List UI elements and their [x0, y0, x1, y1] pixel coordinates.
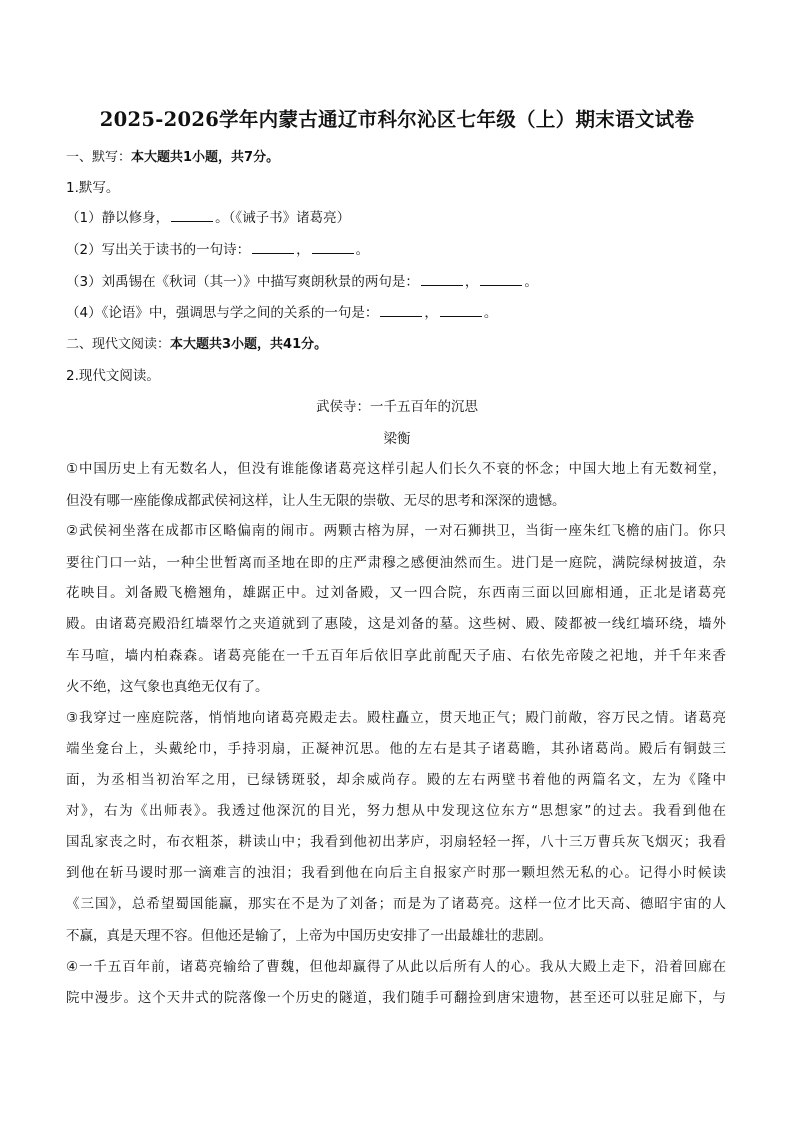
article-line: 《三国》，总希望蜀国能赢，那实在不是为了刘备；而是为了诸葛亮。这样一位才比天高、德昭宇宙的人 — [66, 896, 726, 912]
question-1-stem: 1.默写。 — [66, 180, 120, 196]
item-4-suffix: 。 — [483, 305, 498, 321]
exam-title: 2025-2026学年内蒙古通辽市科尔沁区七年级（上）期末语文试卷 — [99, 108, 695, 131]
article-author: 梁衡 — [383, 431, 411, 447]
article-line: 国乱家丧之时，布衣粗茶，耕读山中；我看到他初出茅庐，羽扇轻轻一挥，八十三万曹兵灰飞烟灭；我看 — [66, 834, 726, 850]
article-line: 院中漫步。这个天井式的院落像一个历史的隧道，我们随手可翻捡到唐宋遗物，甚至还可以驻足廊下，与 — [66, 990, 726, 1006]
article-line: 对》，右为《出师表》。我透过他深沉的目光，努力想从中发现这位东方“思想家”的过去。我看到他在 — [66, 803, 726, 819]
section-2-info: 本大题共3小题，共41分。 — [170, 337, 328, 352]
question-1-item-3 — [66, 270, 538, 290]
item-3-suffix: 。 — [524, 274, 538, 290]
answer-blank[interactable] — [380, 305, 422, 317]
answer-blank[interactable] — [312, 242, 354, 254]
article-line: ④一千五百年前，诸葛亮输给了曹魏，但他却赢得了从此以后所有人的心。我从大殿上走下，沿着回廊在 — [66, 959, 726, 975]
section-1-info: 本大题共1小题，共7分。 — [131, 150, 280, 165]
section-1-label: 一、默写： — [66, 150, 132, 165]
article-line: 要往门口一站，一种尘世暂离而圣地在即的庄严肃穆之感便油然而生。进门是一庭院，满院绿树披道，杂 — [66, 555, 726, 571]
article-line: 花映目。刘备殿飞檐翘角，雄踞正中。过刘备殿，又一四合院，东西南三面以回廊相通，正北是诸葛亮 — [66, 585, 726, 601]
item-4-separator: ， — [424, 305, 438, 321]
section-1-heading — [66, 146, 279, 165]
answer-blank[interactable] — [421, 274, 463, 286]
item-2-prefix: （2）写出关于读书的一句诗： — [66, 242, 251, 258]
question-2-stem: 2.现代文阅读。 — [66, 368, 160, 384]
article-line: 殿。由诸葛亮殿沿红墙翠竹之夹道就到了惠陵，这是刘备的墓。这些树、殿、陵都被一线红墙环绕，墙外 — [66, 616, 726, 632]
answer-blank[interactable] — [440, 305, 482, 317]
article-line: 面，为丞相当初治军之用，已绿锈斑驳，却余威尚存。殿的左右两壁书着他的两篇名文，左为《隆中 — [66, 772, 726, 788]
section-2-heading — [66, 333, 327, 352]
article-line: 但没有哪一座能像成都武侯祠这样，让人生无限的崇敬、无尽的思考和深深的遗憾。 — [66, 493, 566, 509]
article-line: ①中国历史上有无数名人，但没有谁能像诸葛亮这样引起人们长久不衰的怀念；中国大地上有无数祠堂， — [66, 461, 726, 477]
question-1-item-1 — [66, 206, 350, 226]
article-line: 火不绝，这气象也真绝无仅有了。 — [66, 679, 269, 695]
item-3-prefix: （3）刘禹锡在《秋词（其一）》中描写爽朗秋景的两句是： — [66, 274, 419, 290]
section-2-label: 二、现代文阅读： — [66, 337, 171, 352]
item-1-prefix: （1）静以修身， — [66, 210, 170, 226]
item-4-prefix: （4）《论语》中，强调思与学之间的关系的一句是： — [66, 305, 379, 321]
item-1-suffix: 。（《诫子书》诸葛亮） — [215, 210, 351, 226]
article-line: 到他在斩马谡时那一滴难言的浊泪；我看到他在向后主自报家产时那一颗坦然无私的心。记得小时候读 — [66, 865, 726, 881]
article-line: 端坐龛台上，头戴纶巾，手持羽扇，正凝神沉思。他的左右是其子诸葛瞻，其孙诸葛尚。殿后有铜鼓三 — [66, 741, 726, 757]
item-3-separator: ， — [464, 274, 479, 290]
question-1-item-2 — [66, 238, 369, 258]
answer-blank[interactable] — [171, 210, 213, 222]
answer-blank[interactable] — [252, 242, 294, 254]
answer-blank[interactable] — [480, 274, 522, 286]
article-line: 车马喧，墙内柏森森。诸葛亮能在一千五百年后依旧享此前配天子庙、右依先帝陵之祀地，并千年来香 — [66, 648, 726, 664]
article-line: 不赢，真是天理不容。但他还是输了，上帝为中国历史安排了一出最雄壮的悲剧。 — [66, 928, 552, 944]
article-line: ②武侯祠坐落在成都市区略偏南的闹市。两颗古榕为屏，一对石狮拱卫，当街一座朱红飞檐的庙门。你只 — [66, 523, 726, 539]
item-2-separator: ， — [296, 242, 310, 258]
article-title: 武侯寺：一千五百年的沉思 — [316, 399, 478, 415]
item-2-suffix: 。 — [355, 242, 370, 258]
article-line: ③我穿过一座庭院落，悄悄地向诸葛亮殿走去。殿柱矗立，贯天地正气；殿门前敞，容万民之情。诸葛亮 — [66, 710, 726, 726]
question-1-item-4 — [66, 301, 497, 321]
